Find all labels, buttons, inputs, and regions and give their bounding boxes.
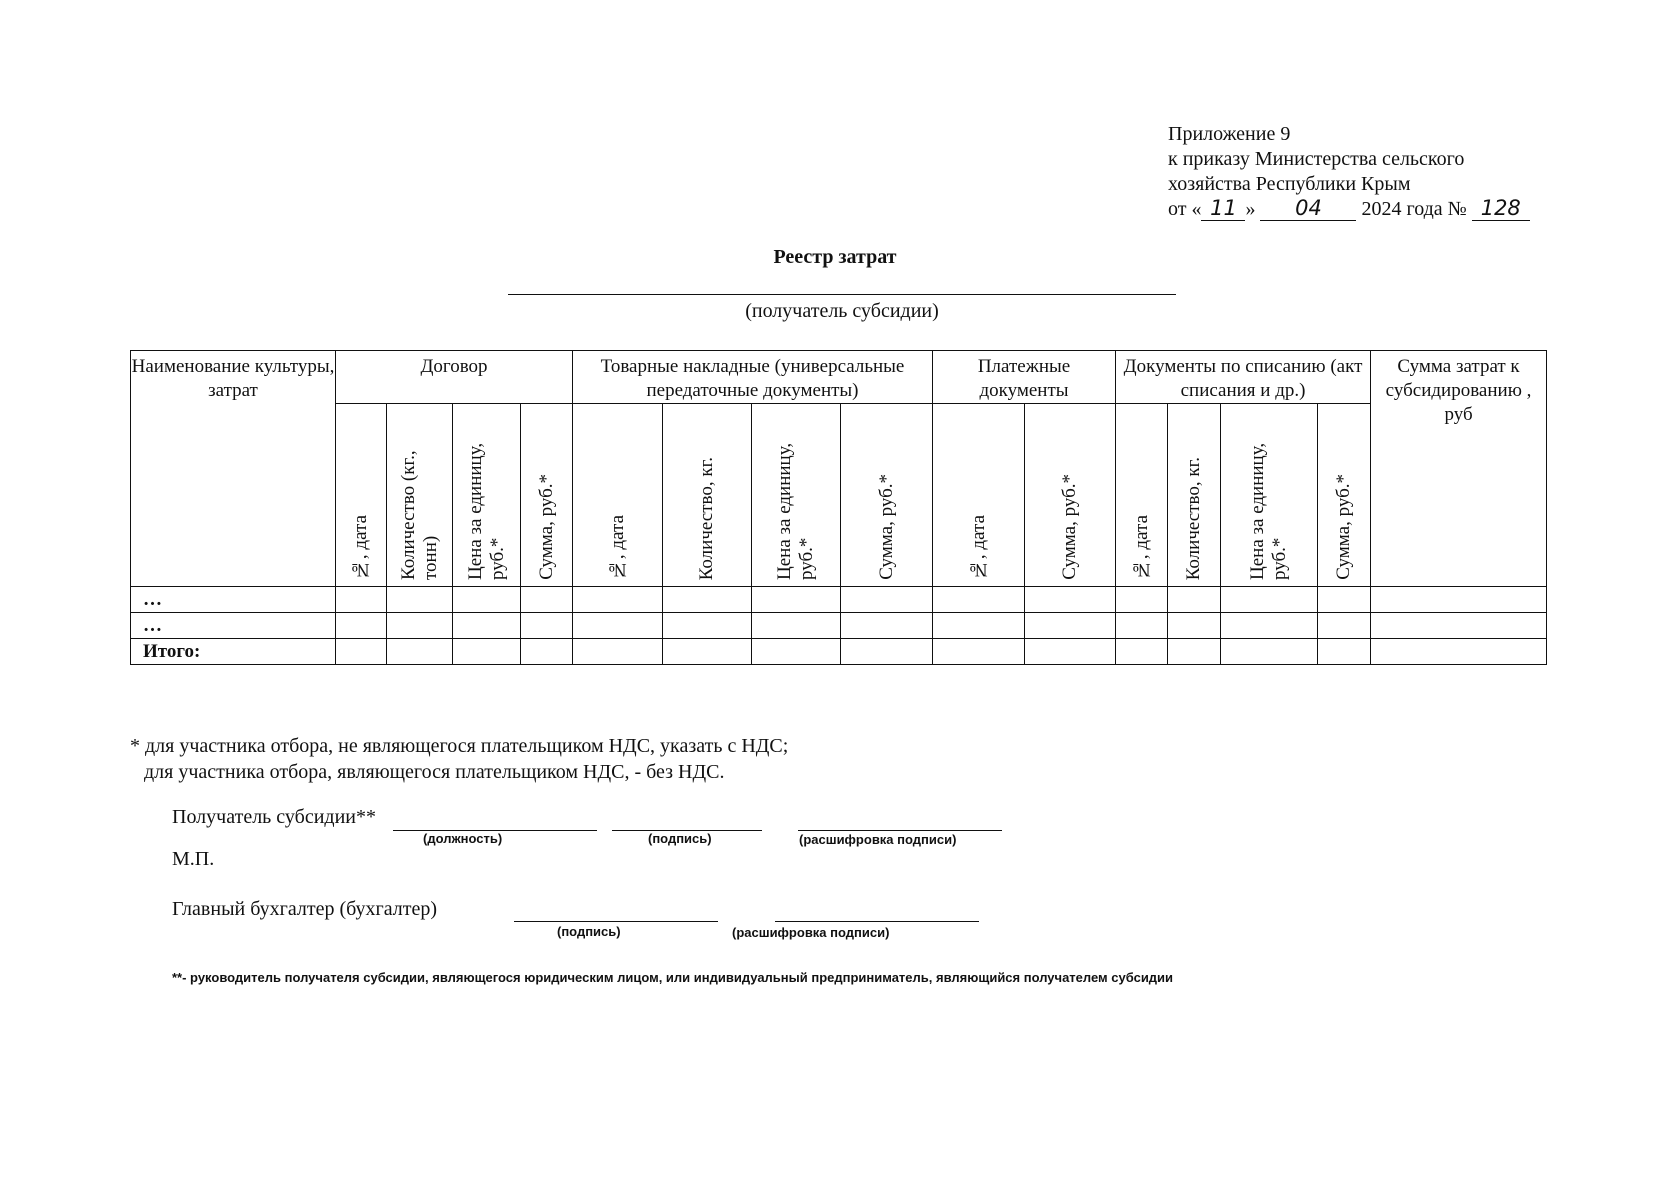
decoding-blank-line	[798, 830, 1002, 831]
position-caption: (должность)	[423, 831, 503, 846]
row-label: …	[131, 587, 336, 613]
table-row	[131, 613, 1547, 639]
sub-writeoff-unit-price	[1221, 404, 1318, 587]
acc-decoding-caption: (расшифровка подписи)	[732, 925, 890, 940]
sub-invoice-unit-price	[752, 404, 841, 587]
order-day: 11	[1201, 198, 1245, 221]
sub-label: Цена за единицу, руб.*	[1247, 442, 1291, 580]
sub-writeoff-sum	[1318, 404, 1371, 587]
order-number: 128	[1472, 198, 1530, 221]
order-month: 04	[1260, 198, 1356, 221]
recipient-caption: (получатель субсидии)	[745, 300, 939, 322]
sub-label: №, дата	[967, 514, 989, 580]
sub-label: №, дата	[1130, 514, 1152, 580]
decoding-caption: (расшифровка подписи)	[799, 832, 957, 847]
sub-writeoff-quantity	[1168, 404, 1221, 587]
header-write-off-docs: Документы по списанию (акт списания и др.)	[1116, 351, 1371, 404]
table-row	[131, 587, 1547, 613]
date-prefix: от «	[1168, 198, 1202, 220]
header-subsidy-sum	[1371, 351, 1547, 587]
head-of-recipient-footnote: **- руководитель получателя субсидии, являющегося юридическим лицом, или индивидуальный предприниматель, являющийся получателем субсидии	[172, 970, 1174, 985]
acc-decoding-blank-line	[775, 921, 979, 922]
vat-footnote-line2: для участника отбора, являющегося плательщиком НДС, - без НДС.	[144, 761, 725, 783]
sub-label: Сумма, руб.*	[535, 474, 557, 580]
sub-label: Сумма, руб.*	[1059, 474, 1080, 580]
sub-contract-unit-price	[453, 404, 521, 587]
sub-label: Количество (кг., тонн)	[397, 450, 441, 580]
recipient-signature-label: Получатель субсидии**	[172, 806, 376, 828]
recipient-blank-line	[508, 294, 1176, 295]
sub-label: Сумма, руб.*	[1333, 474, 1355, 580]
cost-registry-table	[130, 350, 1547, 665]
appendix-header	[1168, 122, 1530, 222]
accountant-signature-label: Главный бухгалтер (бухгалтер)	[172, 898, 438, 920]
sub-label: Количество, кг.	[696, 456, 717, 580]
row-label: …	[131, 613, 336, 639]
header-crop-name: Наименование культуры, затрат	[131, 351, 336, 587]
appendix-order-line: к приказу Министерства сельского	[1168, 148, 1465, 170]
header-payment-docs: Платежные документы	[933, 351, 1116, 404]
sub-invoice-sum	[841, 404, 933, 587]
sub-invoice-number-date	[573, 404, 663, 587]
sub-payment-number-date	[933, 404, 1025, 587]
header-contract: Договор	[336, 351, 573, 404]
sub-writeoff-number-date	[1116, 404, 1168, 587]
sub-label: Количество, кг.	[1183, 456, 1205, 580]
acc-signature-blank-line	[514, 921, 718, 922]
sub-contract-number-date	[336, 404, 387, 587]
document-title: Реестр затрат	[773, 246, 897, 268]
appendix-ministry-line: хозяйства Республики Крым	[1168, 173, 1411, 195]
sub-contract-quantity	[387, 404, 453, 587]
order-year-text: 2024 года №	[1361, 198, 1467, 220]
header-invoices: Товарные накладные (универсальные передаточные документы)	[573, 351, 933, 404]
sub-label: Цена за единицу, руб.*	[774, 442, 817, 580]
sub-label: Сумма, руб.*	[875, 474, 897, 580]
appendix-title: Приложение 9	[1168, 123, 1291, 145]
sub-payment-sum	[1025, 404, 1116, 587]
sub-label: №, дата	[606, 514, 628, 580]
date-mid: »	[1245, 198, 1256, 220]
appendix-date-line	[1168, 197, 1530, 222]
table-row-total	[131, 639, 1547, 665]
vat-footnote-line1: * для участника отбора, не являющегося плательщиком НДС, указать с НДС;	[130, 735, 789, 757]
sub-contract-sum	[521, 404, 573, 587]
sub-label: №, дата	[350, 514, 371, 580]
header-subsidy-sum-label: Сумма затрат к субсидированию , руб	[1385, 356, 1532, 425]
acc-signature-caption: (подпись)	[557, 924, 621, 939]
row-label-total: Итого:	[131, 639, 336, 665]
signature-caption: (подпись)	[648, 831, 712, 846]
sub-label: Цена за единицу, руб.*	[464, 442, 508, 580]
seal-placeholder: М.П.	[172, 848, 215, 870]
sub-invoice-quantity	[663, 404, 752, 587]
